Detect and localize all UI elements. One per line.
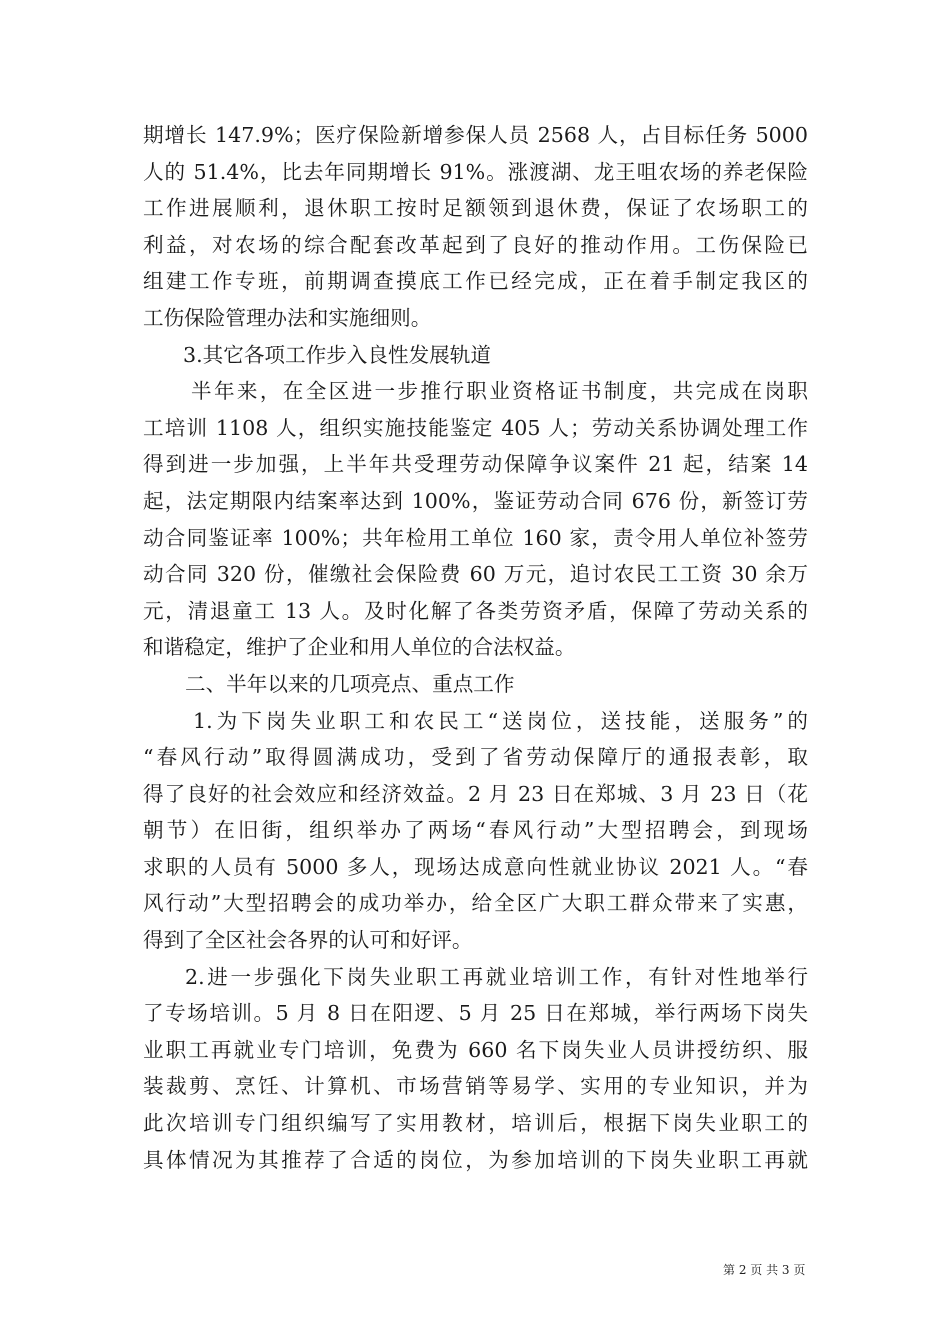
text-line: 半年来，在全区进一步推行职业资格证书制度，共完成在岗职 bbox=[191, 379, 808, 404]
page-number: 第 2 页 共 3 页 bbox=[723, 1263, 806, 1277]
text-line: 动合同 320 份，催缴社会保险费 60 万元，追讨农民工工资 30 余万 bbox=[143, 562, 808, 587]
text-line: 得到进一步加强，上半年共受理劳动保障争议案件 21 起，结案 14 bbox=[143, 452, 808, 477]
text-line: 求职的人员有 5000 多人，现场达成意向性就业协议 2021 人。“春 bbox=[143, 854, 808, 879]
text-line: 工伤保险管理办法和实施细则。 bbox=[143, 305, 432, 330]
text-line: 业职工再就业专门培训，免费为 660 名下岗失业人员讲授纺织、服 bbox=[143, 1037, 808, 1062]
text-line: 利益，对农场的综合配套改革起到了良好的推动作用。工伤保险已 bbox=[143, 232, 808, 257]
text-line: 具体情况为其推荐了合适的岗位，为参加培训的下岗失业职工再就 bbox=[143, 1147, 808, 1172]
text-line: 期增长 147.9%；医疗保险新增参保人员 2568 人，占目标任务 5000 bbox=[143, 123, 808, 147]
text-line: 风行动”大型招聘会的成功举办，给全区广大职工群众带来了实惠， bbox=[143, 891, 808, 916]
text-line: 2.进一步强化下岗失业职工再就业培训工作，有针对性地举行 bbox=[185, 964, 808, 989]
document-body bbox=[143, 117, 808, 1178]
text-line: 人的 51.4%，比去年同期增长 91%。涨渡湖、龙王咀农场的养老保险 bbox=[143, 159, 808, 184]
text-line: 1.为下岗失业职工和农民工“送岗位，送技能，送服务”的 bbox=[193, 708, 808, 733]
text-line: 二、半年以来的几项亮点、重点工作 bbox=[185, 671, 515, 696]
text-line: 元，清退童工 13 人。及时化解了各类劳资矛盾，保障了劳动关系的 bbox=[143, 598, 808, 623]
text-line: 工作进展顺利，退休职工按时足额领到退休费，保证了农场职工的 bbox=[143, 196, 808, 221]
text-line: 动合同鉴证率 100%；共年检用工单位 160 家，责令用人单位补签劳 bbox=[143, 525, 808, 550]
text-line: 得到了全区社会各界的认可和好评。 bbox=[143, 928, 473, 953]
text-line: 得了良好的社会效应和经济效益。2 月 23 日在郑城、3 月 23 日（花 bbox=[143, 781, 808, 806]
text-line: “春风行动”取得圆满成功，受到了省劳动保障厅的通报表彰，取 bbox=[143, 745, 808, 770]
text-line: 此次培训专门组织编写了实用教材，培训后，根据下岗失业职工的 bbox=[143, 1111, 808, 1136]
text-line: 朝节）在旧街，组织举办了两场“春风行动”大型招聘会，到现场 bbox=[143, 818, 808, 843]
text-line: 工培训 1108 人，组织实施技能鉴定 405 人；劳动关系协调处理工作 bbox=[143, 415, 808, 440]
text-line: 3.其它各项工作步入良性发展轨道 bbox=[183, 342, 491, 367]
text-line: 装裁剪、烹饪、计算机、市场营销等易学、实用的专业知识，并为 bbox=[143, 1074, 808, 1099]
text-line: 起，法定期限内结案率达到 100%，鉴证劳动合同 676 份，新签订劳 bbox=[143, 488, 808, 513]
text-line: 和谐稳定，维护了企业和用人单位的合法权益。 bbox=[143, 635, 576, 660]
text-line: 了专场培训。5 月 8 日在阳逻、5 月 25 日在郑城，举行两场下岗失 bbox=[143, 1001, 808, 1026]
text-line: 组建工作专班，前期调查摸底工作已经完成，正在着手制定我区的 bbox=[143, 269, 808, 294]
